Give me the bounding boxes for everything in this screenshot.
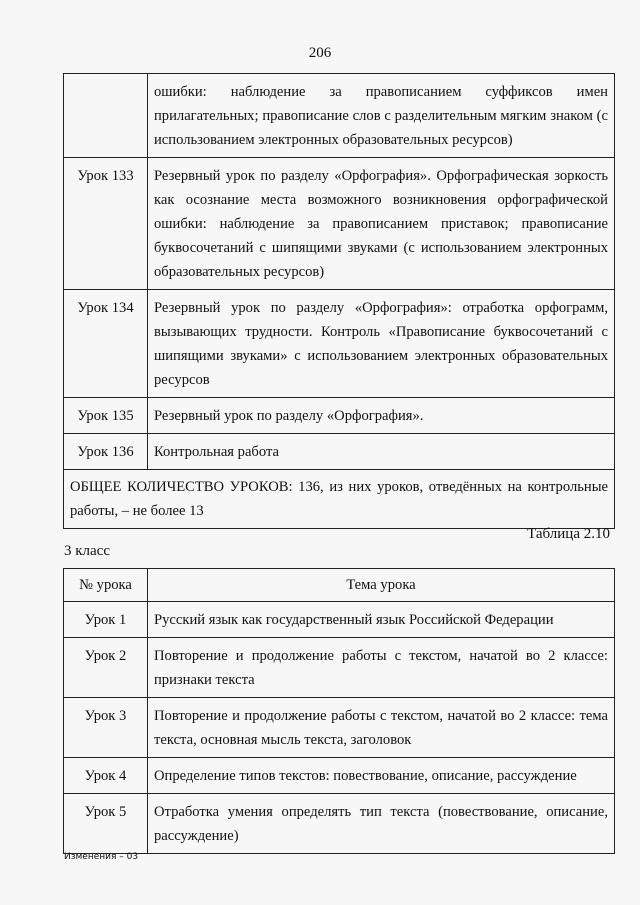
lesson-number: Урок 4 [64,758,148,794]
column-header-lesson-number: № урока [64,569,148,602]
lesson-number: Урок 5 [64,794,148,854]
lesson-number: Урок 136 [64,434,148,470]
table-row [64,698,615,758]
page-number: 206 [308,45,332,61]
lesson-topic: Резервный урок по разделу «Орфография»: отработка орфограмм, вызывающих трудности. Контроль «Правописание буквосочетаний с шипящими звуками» с использованием электронных образовательных ресурсов [148,290,615,398]
lesson-topic: Контрольная работа [148,434,615,470]
lessons-table-grade-2-continued [63,73,615,529]
total-lessons-text: ОБЩЕЕ КОЛИЧЕСТВО УРОКОВ: 136, из них уроков, отведённых на контрольные работы, – не более 13 [64,470,615,529]
table-row [64,602,615,638]
lesson-number: Урок 1 [64,602,148,638]
lesson-topic: Определение типов текстов: повествование, описание, рассуждение [148,758,615,794]
table-caption: Таблица 2.10 [527,526,610,542]
lesson-topic: Резервный урок по разделу «Орфография». [148,398,615,434]
table-row [64,794,615,854]
table-total-row [64,470,615,529]
lesson-number: Урок 3 [64,698,148,758]
table-row [64,74,615,158]
lesson-number [64,74,148,158]
lesson-topic: Повторение и продолжение работы с текстом, начатой во 2 классе: тема текста, основная мысль текста, заголовок [148,698,615,758]
table-row [64,398,615,434]
lesson-topic: ошибки: наблюдение за правописанием суффиксов имен прилагательных; правописание слов с разделительным мягким знаком (с использованием электронных образовательных ресурсов) [148,74,615,158]
lesson-topic: Русский язык как государственный язык Российской Федерации [148,602,615,638]
table-row [64,758,615,794]
column-header-lesson-topic: Тема урока [148,569,615,602]
lesson-number: Урок 2 [64,638,148,698]
lesson-number: Урок 135 [64,398,148,434]
lesson-topic: Повторение и продолжение работы с текстом, начатой во 2 классе: признаки текста [148,638,615,698]
lesson-topic: Отработка умения определять тип текста (повествование, описание, рассуждение) [148,794,615,854]
table-row [64,290,615,398]
lessons-table-grade-3 [63,568,615,854]
table-row [64,434,615,470]
lesson-topic: Резервный урок по разделу «Орфография». Орфографическая зоркость как осознание места возможного возникновения орфографической ошибки: наблюдение за правописанием приставок; правописание буквосочетаний с шипящими звуками (с использованием электронных образовательных ресурсов) [148,158,615,290]
footer-revision: Изменения – 03 [64,852,139,862]
lesson-number: Урок 134 [64,290,148,398]
table-header-row [64,569,615,602]
table-row [64,638,615,698]
table-row [64,158,615,290]
class-label: 3 класс [64,543,110,559]
lesson-number: Урок 133 [64,158,148,290]
